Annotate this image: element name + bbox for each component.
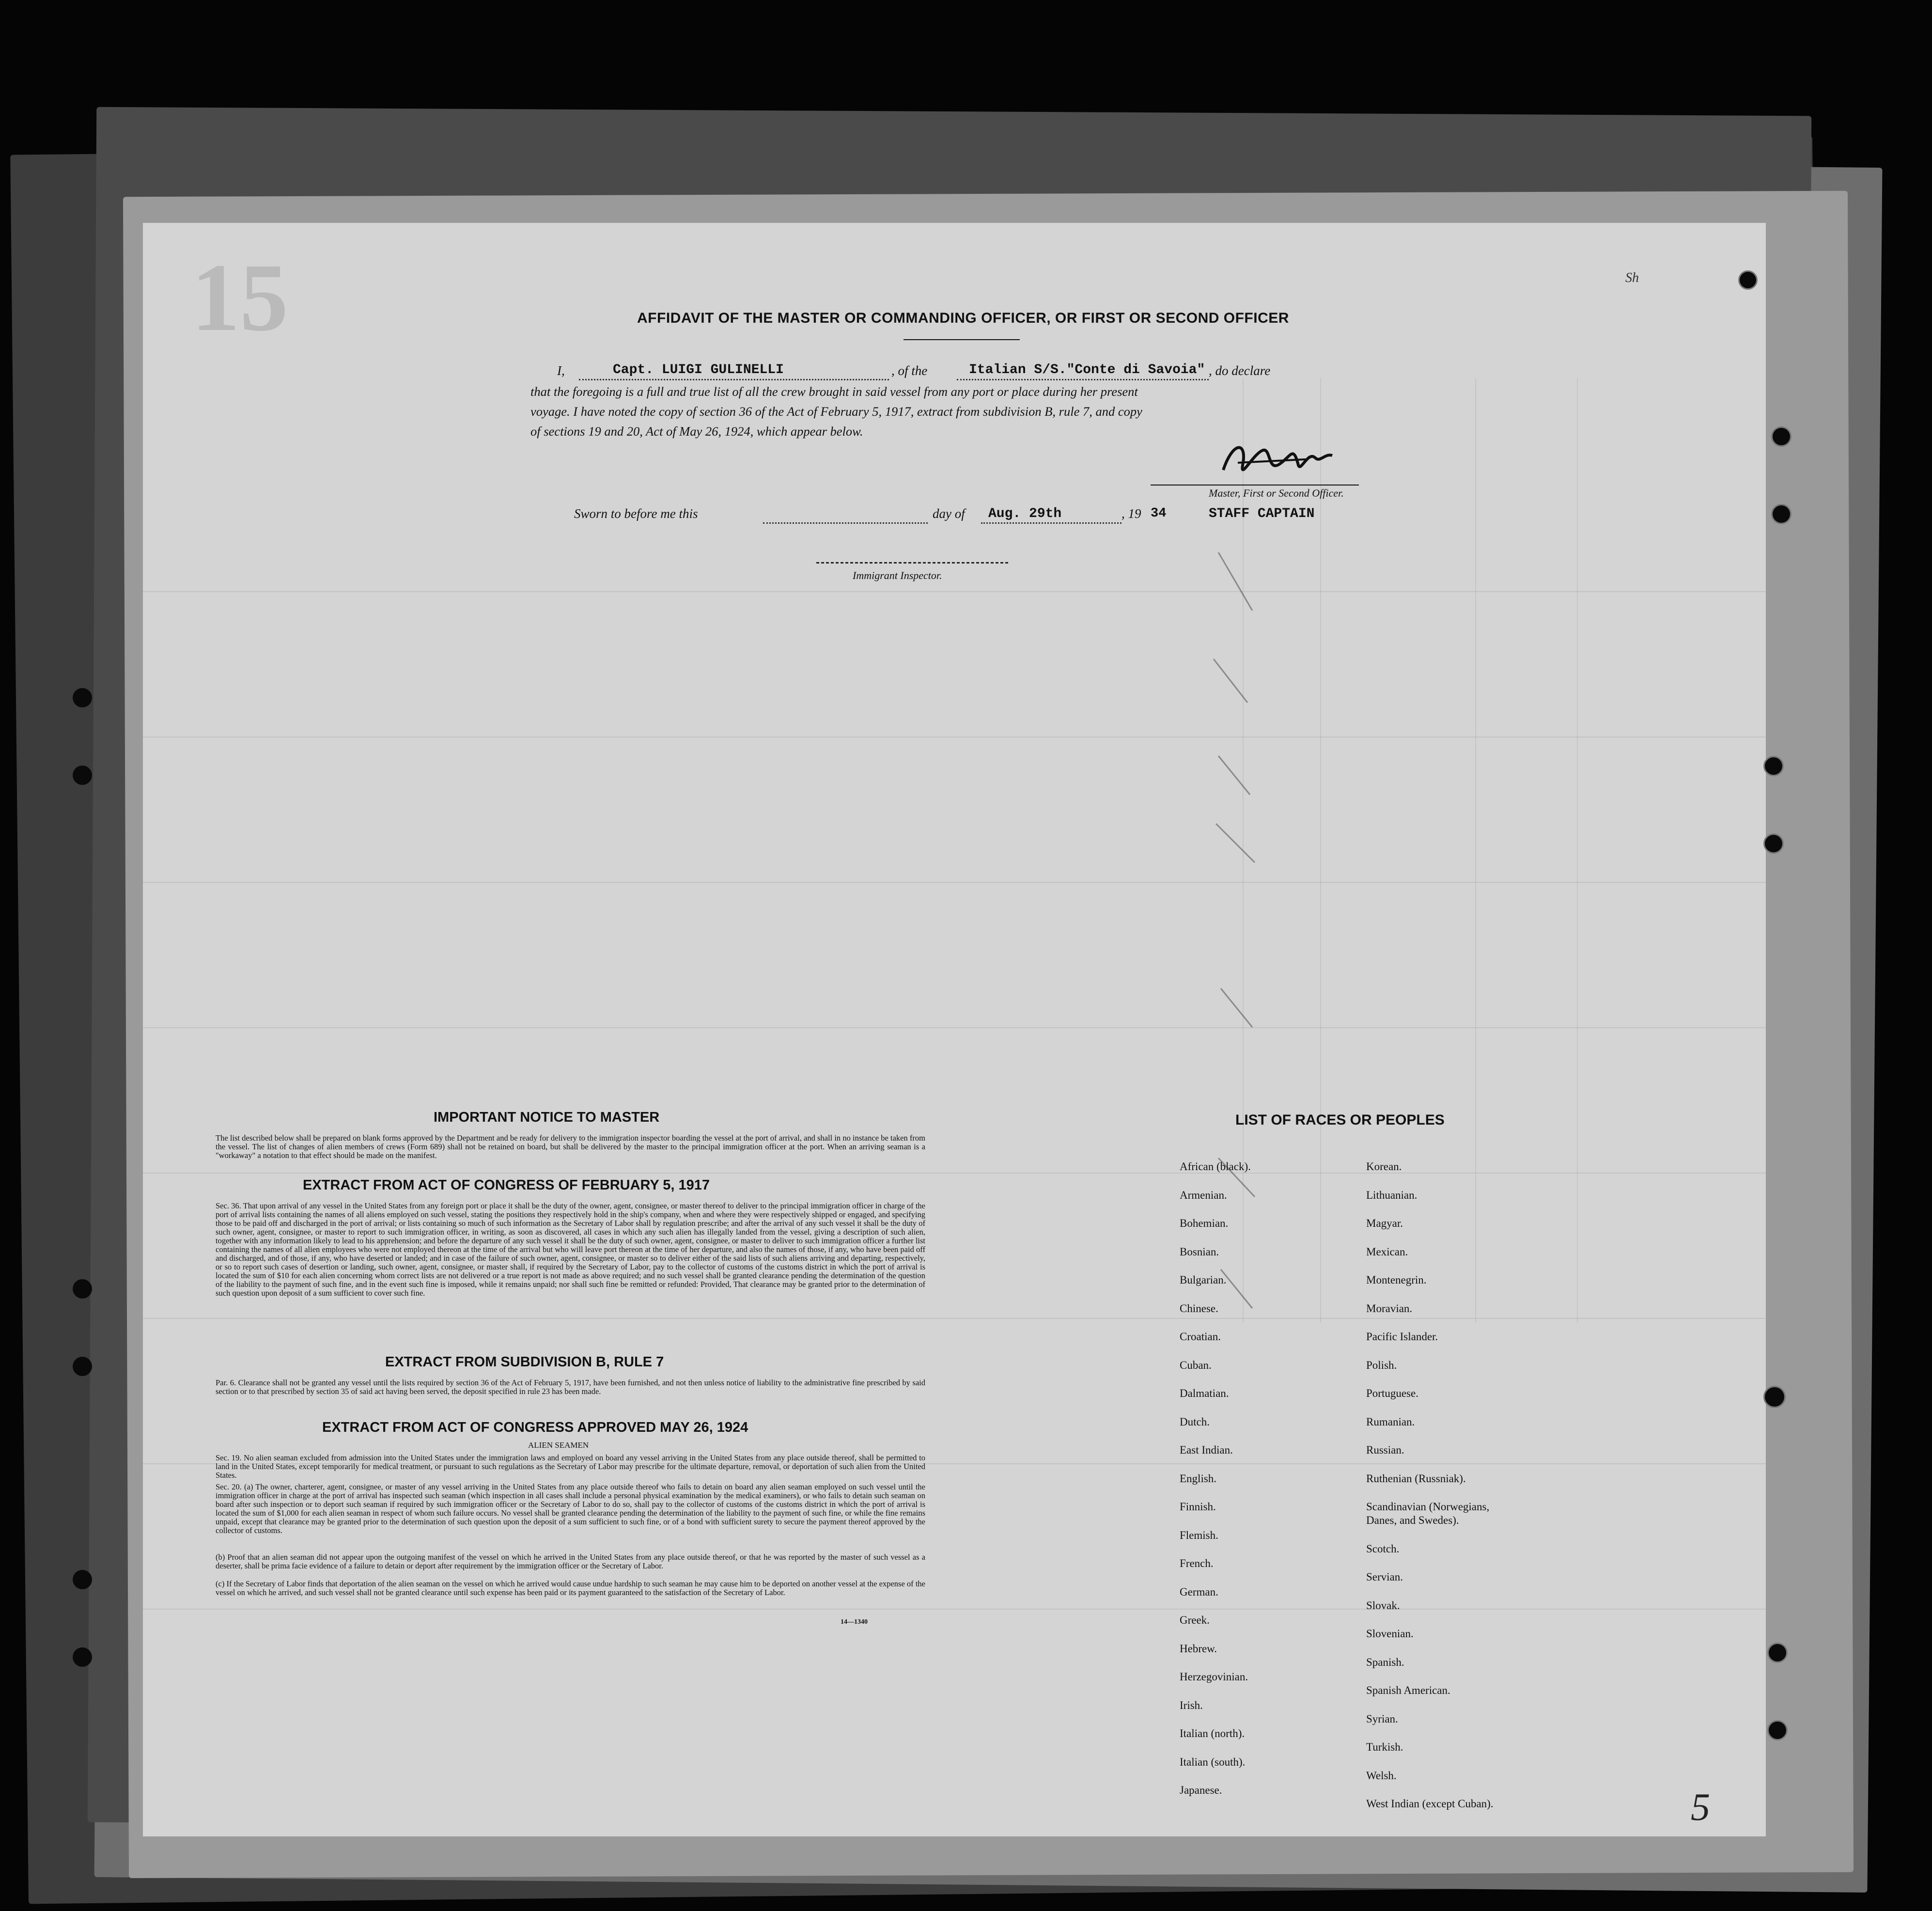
race-item: Bosnian. <box>1180 1245 1219 1258</box>
binder-hole <box>73 766 92 785</box>
race-item: Mexican. <box>1366 1245 1408 1258</box>
extract-1924-sec20b: (b) Proof that an alien seaman did not appear upon the outgoing manifest of the vessel on which he arrived in the United States from any place outside thereof, or that he was reported by the master of such vessel as a deserter, shall be prima facie evidence of a failure to detain or deport after requirement by the immigration officer or the Secretary of Labor. <box>216 1552 925 1570</box>
binder-hole <box>73 1647 92 1667</box>
race-item: Cuban. <box>1180 1359 1212 1371</box>
pencil-marks <box>1209 552 1306 1812</box>
races-heading: LIST OF RACES OR PEOPLES <box>1235 1112 1445 1128</box>
race-item: Scotch. <box>1366 1542 1400 1555</box>
race-item: Slovenian. <box>1366 1628 1414 1640</box>
race-item: Irish. <box>1180 1699 1203 1711</box>
affidavit-line2: that the foregoing is a full and true list of all the crew brought in said vessel from any port or place during her present <box>530 384 1138 399</box>
race-item: Armenian. <box>1180 1189 1227 1201</box>
race-item: Italian (north). <box>1180 1727 1245 1739</box>
vessel-name-field: Italian S/S."Conte di Savoia" <box>969 362 1205 377</box>
race-item: Chinese. <box>1180 1302 1218 1315</box>
binder-hole <box>73 1279 92 1299</box>
affidavit-heading: AFFIDAVIT OF THE MASTER OR COMMANDING OFFICER, OR FIRST OR SECOND OFFICER <box>637 310 1289 326</box>
race-item: Russian. <box>1366 1444 1404 1456</box>
page-number: 15 <box>191 244 288 351</box>
race-item: Finnish. <box>1180 1501 1216 1513</box>
binder-hole <box>1771 504 1792 524</box>
document-page <box>143 223 1766 1836</box>
race-item: Rumanian. <box>1366 1415 1415 1428</box>
binder-hole <box>73 1357 92 1376</box>
race-item: German. <box>1180 1585 1218 1598</box>
binder-hole <box>1763 756 1784 776</box>
binder-hole <box>73 1570 92 1589</box>
race-item: Hebrew. <box>1180 1642 1217 1655</box>
of-the-text: , of the <box>891 363 928 378</box>
race-item: French. <box>1180 1557 1214 1569</box>
officer-title: STAFF CAPTAIN <box>1209 506 1315 521</box>
race-item: Korean. <box>1366 1160 1402 1173</box>
race-item: Bulgarian. <box>1180 1274 1227 1286</box>
year-prefix: , 19 <box>1122 506 1141 521</box>
race-item: Lithuanian. <box>1366 1189 1418 1201</box>
race-item: Spanish. <box>1366 1656 1404 1668</box>
do-declare-text: , do declare <box>1209 363 1271 378</box>
race-item: Turkish. <box>1366 1741 1403 1753</box>
year-field: 34 <box>1151 506 1167 521</box>
race-item: Scandinavian (Norwegians, <box>1366 1501 1490 1513</box>
notice-heading: IMPORTANT NOTICE TO MASTER <box>434 1110 660 1125</box>
race-item: Welsh. <box>1366 1769 1397 1782</box>
extract-1917-body: Sec. 36. That upon arrival of any vessel in the United States from any foreign port or place it shall be the duty of the owner, agent, consignee, or master thereof to deliver to the principal immigration officer in charge of the port of arrival lists containing the names of all aliens employed on such vessel, stating the positions they respectively hold in the ship's company, when and where they were respectively shipped or engaged, and specifying those to be paid off and discharged in the port of arrival; or lists containing so much of such information as the Secretary of Labor shall by regulation prescribe; and after the arrival of any such vessel it shall be the duty of such owner, agent, consignee, or master to report to such immigration officer, in writing, as soon as discovered, all cases in which any such alien has illegally landed from the vessel, giving a description of such alien, together with any information likely to lead to his apprehension; and before the departure of any such vessel it shall be the duty of such owner, agent, consignee, or master to deliver to such immigration officer a further list containing the names of all alien employees who were not employed thereon at the time of the arrival but who will leave port thereon at the time of her departure, and also the names of those, if any, who have been paid off and discharged, and of those, if any, who have deserted or landed; and in case of the failure of such owner, agent, consignee, or master so to deliver either of the said lists of such aliens arriving and departing, respectively, or so to report such cases of desertion or landing, such owner, agent, consignee, or master shall, if required by the Secretary of Labor, pay to the collector of customs of the customs district in which the port of arrival is located the sum of $10 for each alien concerning whom correct lists are not delivered or a true report is not made as above required; and no such vessel shall be granted clearance pending the determination of the question of the liability to the payment of such fine, and in the event such fine is imposed, while it remains unpaid; nor shall such fine be remitted or refunded: Provided, That clearance may be granted prior to the determination of such question upon deposit of a sum sufficient to cover such fine. <box>216 1201 925 1298</box>
race-item: Portuguese. <box>1366 1387 1418 1399</box>
race-item: Bohemian. <box>1180 1217 1229 1229</box>
race-item: Magyar. <box>1366 1217 1403 1229</box>
affidavit-line4: of sections 19 and 20, Act of May 26, 1924, which appear below. <box>530 424 863 439</box>
extract-1924-heading: EXTRACT FROM ACT OF CONGRESS APPROVED MAY 26, 1924 <box>322 1420 748 1435</box>
officer-name-field: Capt. LUIGI GULINELLI <box>613 362 784 377</box>
race-item: Polish. <box>1366 1359 1397 1371</box>
corner-mark: 5 <box>1691 1786 1710 1829</box>
race-item: East Indian. <box>1180 1444 1233 1456</box>
race-item: Slovak. <box>1366 1599 1400 1612</box>
sworn-prefix: Sworn to before me this <box>574 506 698 521</box>
race-item: Dalmatian. <box>1180 1387 1229 1399</box>
race-item: Ruthenian (Russniak). <box>1366 1472 1466 1485</box>
officer-signature <box>1209 436 1354 489</box>
race-item: Greek. <box>1180 1614 1210 1626</box>
race-item: Pacific Islander. <box>1366 1331 1438 1343</box>
binder-hole <box>1763 833 1784 854</box>
binder-hole <box>1767 1643 1788 1663</box>
race-item: Flemish. <box>1180 1529 1218 1541</box>
race-item: English. <box>1180 1472 1217 1485</box>
binder-hole <box>73 688 92 707</box>
form-number: 14—1340 <box>841 1618 868 1626</box>
date-field: Aug. 29th <box>988 506 1062 521</box>
extract-1924-sec20c: (c) If the Secretary of Labor finds that deportation of the alien seaman on the vessel on which he arrived would cause undue hardship to such seaman he may cause him to be deported on another vessel at the expense of the vessel on which he arrived, and such vessel shall not be granted clearance until such expense has been paid or its payment guaranteed to the satisfaction of the Secretary of Labor. <box>216 1579 925 1597</box>
extract-rule7-heading: EXTRACT FROM SUBDIVISION B, RULE 7 <box>385 1354 664 1370</box>
extract-1924-sec20a: Sec. 20. (a) The owner, charterer, agent, consignee, or master of any vessel arriving in the United States from any place outside thereof who fails to detain on board any alien seaman employed on such vessel until the immigration officer in charge at the port of arrival has inspected such seaman (which inspection in all cases shall include a personal physical examination by the medical examiners), or who fails to detain such seaman on board after such inspection or to deport such seaman if required by such immigration officer or the Secretary of Labor to do so, shall pay to the collector of customs of the customs district in which the port of arrival is located the sum of $1,000 for each alien seaman in respect of whom such failure occurs. No vessel shall be granted clearance pending the determination of the liability to the payment of such fine, or while the fine remains unpaid, except that clearance may be granted prior to the determination of such question upon the deposit of a sum sufficient to such fine, or of a bond with sufficient surety to secure the payment thereof approved by the collector of customs. <box>216 1482 925 1535</box>
top-right-mark: Sh <box>1625 270 1639 285</box>
race-item: Servian. <box>1366 1571 1403 1583</box>
race-item: Danes, and Swedes). <box>1366 1514 1459 1526</box>
race-item: Moravian. <box>1366 1302 1413 1315</box>
binder-hole <box>1767 1720 1788 1740</box>
signature-caption: Master, First or Second Officer. <box>1209 487 1344 499</box>
binder-hole <box>1771 426 1792 447</box>
race-item: Herzegovinian. <box>1180 1671 1248 1683</box>
notice-body: The list described below shall be prepared on blank forms approved by the Department and be ready for delivery to the immigration inspector boarding the vessel at the port of arrival, and shall in no instance be taken from the vessel. The list of changes of alien members of crews (Form 689) shall not be retained on board, but shall be delivered by the master to the principal immigration officer at the port. When an arriving seaman is a "workaway" a notation to that effect should be made on the manifest. <box>216 1133 925 1160</box>
race-item: African (black). <box>1180 1160 1251 1173</box>
heading-rule <box>904 339 1020 340</box>
day-of-text: day of <box>933 506 965 521</box>
race-item: Spanish American. <box>1366 1684 1450 1696</box>
extract-rule7-body: Par. 6. Clearance shall not be granted any vessel until the lists required by section 36 of the Act of February 5, 1917, have been furnished, and not then unless notice of liability to the administrative fine prescribed by said section or to that prescribed by section 35 of said act having been served, the deposit specified in rule 23 has been made. <box>216 1378 925 1396</box>
alien-seamen-subheading: ALIEN SEAMEN <box>528 1441 589 1450</box>
affidavit-line1-prefix: I, <box>557 363 565 378</box>
race-item: Croatian. <box>1180 1331 1221 1343</box>
race-item: Montenegrin. <box>1366 1274 1427 1286</box>
affidavit-line3: voyage. I have noted the copy of section 36 of the Act of February 5, 1917, extract from subdivision B, rule 7, and copy <box>530 404 1142 419</box>
race-item: Italian (south). <box>1180 1755 1246 1768</box>
extract-1917-heading: EXTRACT FROM ACT OF CONGRESS OF FEBRUARY 5, 1917 <box>303 1177 710 1193</box>
race-item: Syrian. <box>1366 1712 1398 1725</box>
binder-hole <box>1763 1386 1786 1408</box>
extract-1924-sec19: Sec. 19. No alien seaman excluded from admission into the United States under the immigration laws and employed on board any vessel arriving in the United States from any place outside thereof, shall be permitted to land in the United States, except temporarily for medical treatment, or pursuant to such regulations as the Secretary of Labor may prescribe for the ultimate departure, removal, or deportation of such alien from the United States. <box>216 1453 925 1480</box>
race-item: Japanese. <box>1180 1784 1222 1796</box>
race-item: West Indian (except Cuban). <box>1366 1798 1494 1810</box>
race-item: Dutch. <box>1180 1415 1210 1428</box>
binder-hole <box>1738 270 1758 290</box>
inspector-caption: Immigrant Inspector. <box>853 569 942 581</box>
